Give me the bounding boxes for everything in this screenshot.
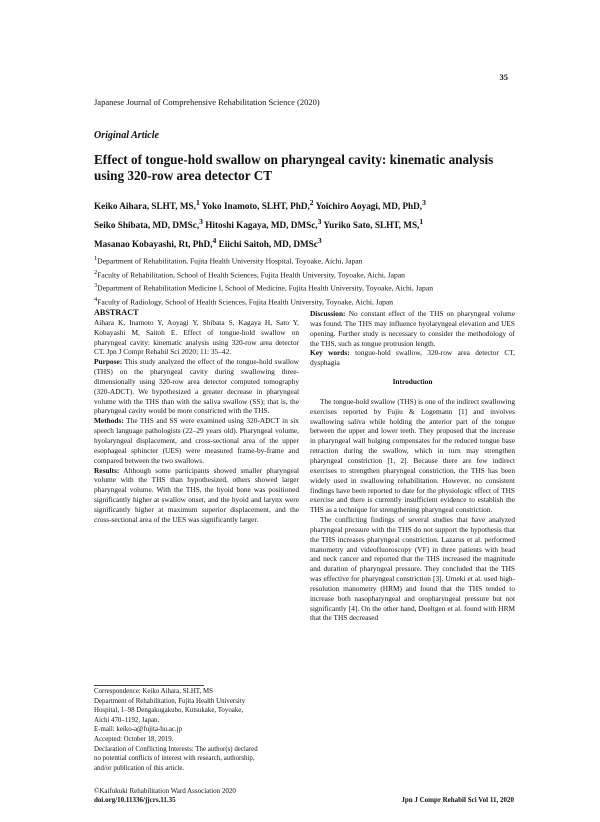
introduction-paragraph: The conflicting findings of several studies that have analyzed pharyngeal pressure with the THS do not support the hypothesis that the THS increases pharyngeal constriction. Lazarus et al. performed manometry and videofluoroscopy (VF) in three patients with head and neck cancer and reported that the THS increased the magnitude and duration of pharyngeal pressure. They concluded that the THS was effective for pharyngeal constriction [3]. Umeki et al. used high-resolution manometry (HRM) and found that the THS tended to increase both nasopharyngeal and oropharyngeal pressure but not significantly [4]. On the other hand, Doeltgen et al. found with HRM that the THS decreased — [310, 515, 515, 623]
footer-journal-volume: Jpn J Compr Rehabil Sci Vol 11, 2020 — [401, 796, 514, 804]
correspondence-line: Department of Rehabilitation, Fujita Health University — [94, 697, 246, 705]
affiliation: $^3$Department of Rehabilitation Medicine I, School of Medicine, Fujita Health University, Toyoake, Aichi, Japan — [94, 282, 434, 293]
abstract-discussion: Discussion: No constant effect of the THS on pharyngeal volume was found. The THS may influence hyolaryngeal elevation and UES opening. Further study is necessary to consider the methodology of the THS, such as tongue protrusion length. — [310, 309, 515, 348]
doi-link[interactable]: doi.org/10.11336/jjcrs.11.35 — [94, 795, 176, 804]
affiliation: $^4$Faculty of Radiology, School of Health Sciences, Fujita Health University, Toyoake, Aichi, Japan — [94, 296, 394, 307]
accepted-date: Accepted: October 18, 2019. — [94, 735, 174, 743]
page-number: 35 — [499, 72, 508, 82]
article-title: Effect of tongue-hold swallow on pharyngeal cavity: kinematic analysis using 320-row area detector CT — [94, 152, 494, 183]
affiliation: $^1$Department of Rehabilitation, Fujita Health University Hospital, Toyoake, Aichi, Japan — [94, 255, 363, 266]
abstract-citation: Aihara K, Inamoto Y, Aoyagi Y, Shibata S, Kagaya H, Sato Y, Kobayashi M, Saitoh E. Effect of tongue-hold swallow on pharyngeal cavity: kinematic analysis using 320-row area detector CT. Jpn J Compr Rehabil Sci 2020; 11: 35–42. — [94, 317, 299, 357]
affiliation-list — [94, 253, 514, 308]
introduction-heading: Introduction — [392, 377, 433, 387]
author: Hitoshi Kagaya, MD, DMSc,$^3$ — [205, 217, 322, 231]
author: Eiichi Saitoh, MD, DMSc$^3$ — [218, 236, 322, 250]
author: Yoichiro Aoyagi, MD, PhD,$^3$ — [315, 198, 426, 212]
abstract-column — [94, 308, 299, 525]
author-list — [94, 195, 514, 252]
correspondence-line: Hospital, 1–98 Dengakugakubo, Kutsukake, Toyoake, — [94, 707, 244, 715]
author: Yoko Inamoto, SLHT, PhD,$^2$ — [201, 198, 314, 212]
author: Seiko Shibata, MD, DMSc,$^3$ — [94, 217, 203, 231]
author: Yuriko Sato, SLHT, MS,$^1$ — [323, 217, 424, 231]
footer-left — [94, 787, 236, 804]
journal-name: Japanese Journal of Comprehensive Rehabilitation Science (2020) — [94, 97, 320, 107]
affiliation: $^2$Faculty of Rehabilitation, School of Health Sciences, Fujita Health University, Toyoake, Aichi, Japan — [94, 268, 405, 280]
author: Masanao Kobayashi, Rt, PhD,$^4$ — [94, 236, 217, 250]
right-column — [310, 309, 515, 623]
correspondence-heading: Correspondence: Keiko Aihara, SLHT, MS — [94, 688, 213, 695]
abstract-purpose: Purpose: This study analyzed the effect of the tongue-hold swallow (THS) on the pharyngeal cavity during swallowing three-dimensionally using 320-row area detector computed tomography (320-ADCT). We hypothesized a greater decrease in pharyngeal volume with the THS than with the saliva swallow (SS); that is, the pharyngeal cavity would be more constricted with the THS. — [94, 357, 299, 416]
introduction-paragraph: The tongue-hold swallow (THS) is one of the indirect swallowing exercises reported by Fujiu & Logemann [1] and involves swallowing saliva while holding the anterior part of the tongue between the upper and lower teeth. They proposed that the increase in pharyngeal wall bulging compensates for the reduced tongue base retraction during the swallow, which in turn may strengthen pharyngeal constriction [1, 2]. Because there are few indirect exercises to strengthen pharyngeal constriction, the THS has been widely used in swallowing rehabilitation. However, no consistent findings have been reported to date for the physiologic effect of THS exercise and there is currently insufficient evidence to establish the THS as a technique for strengthening pharyngeal constriction. — [310, 396, 515, 515]
correspondence-block — [94, 687, 299, 773]
abstract-methods: Methods: The THS and SS were examined using 320-ADCT in six speech language pathologists (22–29 years old). Pharyngeal volume, hyolaryngeal displacement, and cross-sectional area of the upper esophageal sphincter (UES) were measured frame-by-frame and compared between the two swallows. — [94, 416, 299, 465]
correspondence-email: E-mail: keiko-a@fujita-hu.ac.jp — [94, 726, 183, 734]
copyright: ©Kaifukuki Rehabilitation Ward Association 2020 — [94, 787, 236, 795]
abstract-results: Results: Although some participants showed smaller pharyngeal volume with the THS than hypothesized, others showed larger pharyngeal volume. With the THS, the hyoid bone was positioned significantly higher at swallow onset, and the hyoid and larynx were significantly higher at maximum superior displacement, and the cross-sectional area of the UES was significantly larger. — [94, 465, 299, 524]
footnote-divider — [94, 685, 204, 686]
conflict-declaration: no potential conflicts of interest with research, authorship, — [94, 755, 255, 763]
conflict-declaration: and/or publication of this article. — [94, 764, 185, 772]
article-type: Original Article — [94, 130, 159, 141]
author: Keiko Aihara, SLHT, MS,$^1$ — [94, 198, 200, 212]
keywords: Key words: tongue-hold swallow, 320-row area detector CT, dysphagia — [310, 348, 516, 368]
correspondence-line: Aichi 470–1192, Japan. — [94, 716, 160, 724]
abstract-heading: ABSTRACT — [94, 308, 139, 317]
conflict-declaration: Declaration of Conflicting Interests: The author(s) declared — [94, 745, 258, 753]
